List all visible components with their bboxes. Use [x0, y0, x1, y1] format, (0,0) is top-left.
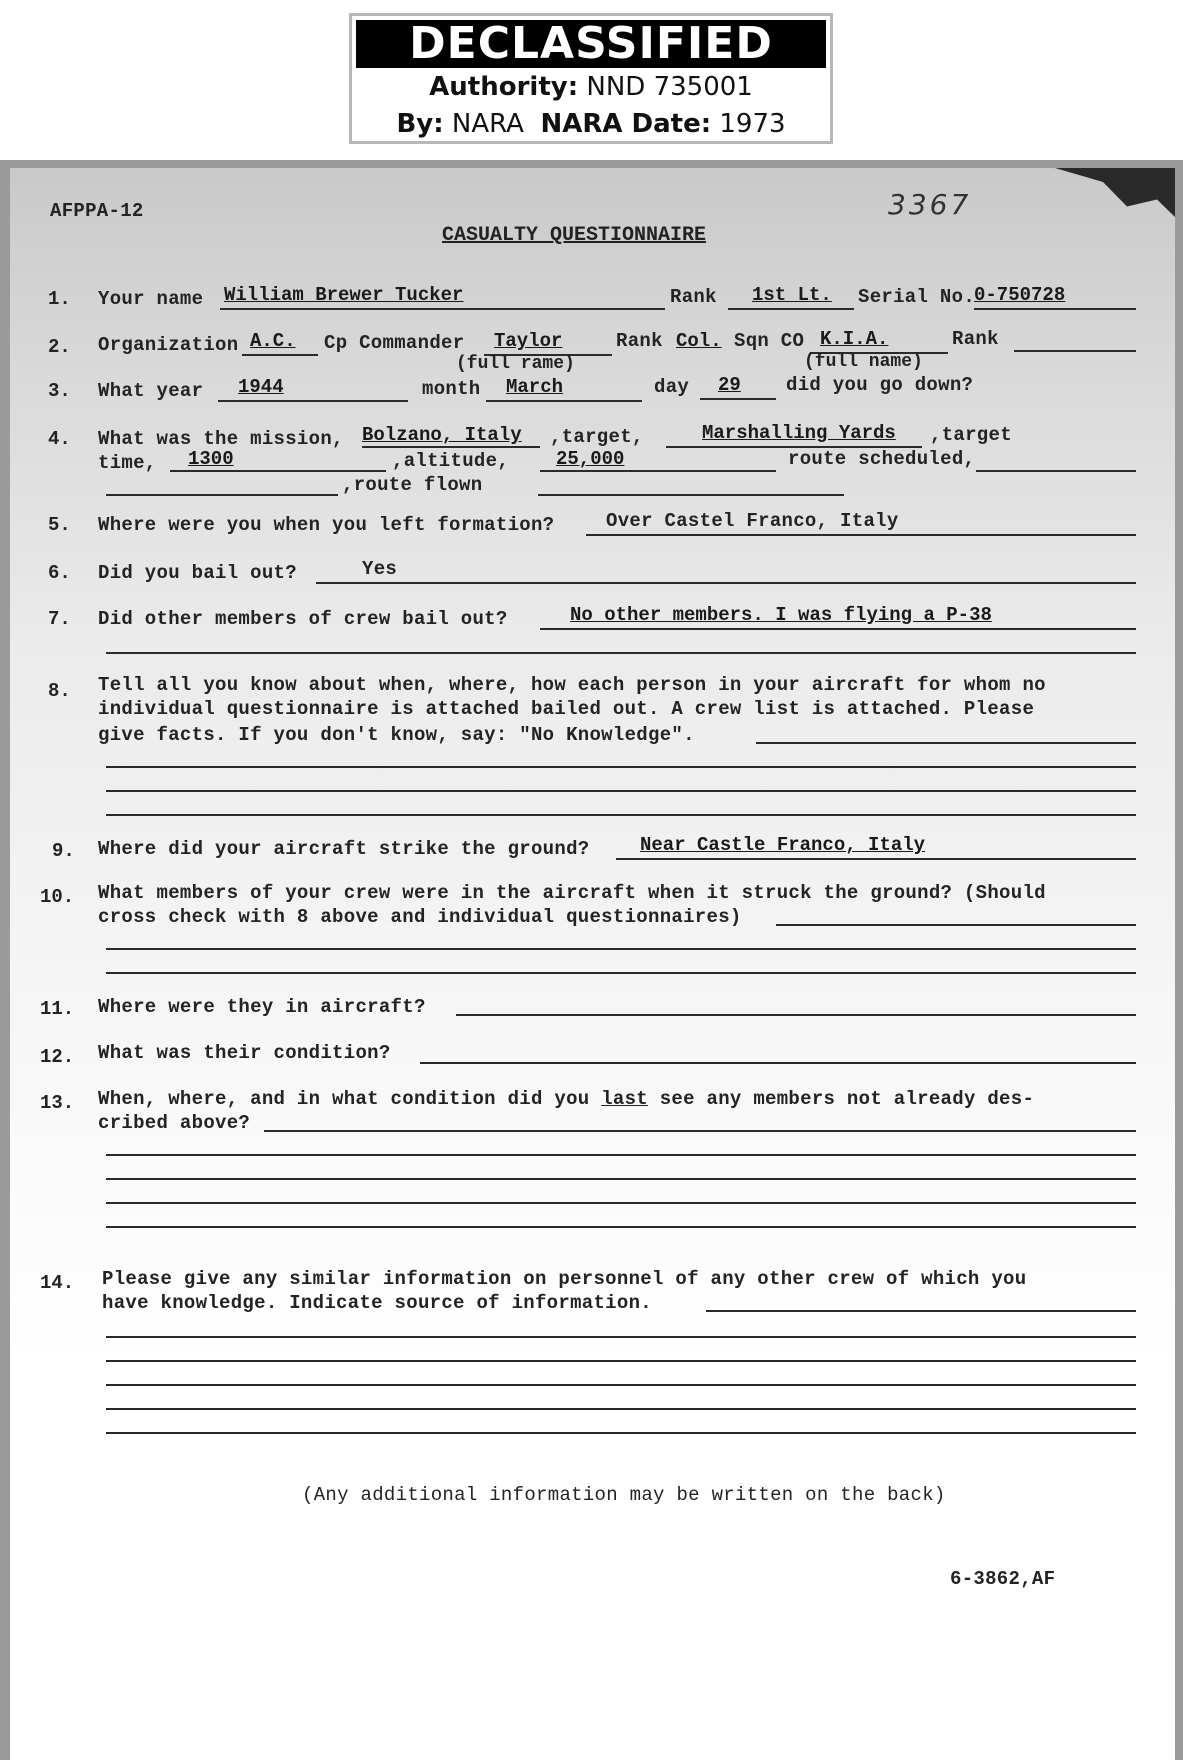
stamp-by-date [352, 109, 830, 139]
q7-line-2 [106, 652, 1136, 654]
q2-org-label: Organization [98, 334, 239, 356]
q8-answer-line-3 [106, 790, 1136, 792]
q3-month-line [486, 400, 642, 402]
q5-value: Over Castel Franco, Italy [606, 510, 899, 532]
q10-answer-line-3 [106, 972, 1136, 974]
q13-answer-line-2 [106, 1154, 1136, 1156]
q9-number: 9. [52, 840, 75, 862]
q6-value: Yes [362, 558, 398, 580]
q3-month-label: month [422, 378, 481, 400]
q2-rank-value: Col. [676, 330, 722, 352]
q2-fullname-hint-2: (full name) [804, 352, 923, 372]
scanned-sheet [0, 160, 1183, 1760]
by-label: By: [396, 109, 444, 139]
q12-label: What was their condition? [98, 1042, 391, 1064]
q6-label: Did you bail out? [98, 562, 297, 584]
q13-line1-start: When, where, and in what condition did you [98, 1088, 590, 1110]
q2-org-line [242, 354, 318, 356]
q11-number: 11. [40, 998, 75, 1020]
q8-line3: give facts. If you don't know, say: "No Knowledge". [98, 724, 695, 746]
q3-day-label: day [654, 376, 690, 398]
q2-org-value: A.C. [250, 330, 296, 352]
q3-year-label: What year [98, 380, 204, 402]
q9-label: Where did your aircraft strike the ground? [98, 838, 590, 860]
q3-year-value: 1944 [238, 376, 284, 398]
form-title: CASUALTY QUESTIONNAIRE [442, 224, 707, 247]
q4-altitude-label: ,altitude, [392, 450, 510, 472]
handwritten-number: 3367 [888, 188, 972, 221]
form-code: AFPPA-12 [50, 200, 144, 222]
q2-fullname-hint-1: (full rame) [456, 354, 575, 374]
q13-answer-line-4 [106, 1202, 1136, 1204]
q14-answer-line-5 [106, 1408, 1136, 1410]
questionnaire-paper [10, 168, 1175, 1760]
authority-value: NND 735001 [586, 72, 753, 102]
q2-commander-label: Cp Commander [324, 332, 465, 354]
q4-route-scheduled-line [976, 470, 1136, 472]
q9-value: Near Castle Franco, Italy [640, 834, 926, 856]
q14-answer-line-4 [106, 1384, 1136, 1386]
date-label: NARA Date: [540, 109, 712, 139]
q2-rank2-line [1014, 350, 1136, 352]
q4-altitude-value: 25,000 [556, 448, 625, 470]
q1-name-value: William Brewer Tucker [224, 284, 464, 306]
q1-name-line [220, 308, 665, 310]
date-value: 1973 [719, 109, 786, 139]
q1-serial-label: Serial No. [858, 286, 976, 308]
by-value: NARA [451, 109, 524, 139]
q10-number: 10. [40, 886, 75, 908]
q7-value: No other members. I was flying a P-38 [570, 604, 992, 626]
q7-number: 7. [48, 608, 71, 630]
q5-label: Where were you when you left formation? [98, 514, 555, 536]
q3-year-line [218, 400, 408, 402]
q4-mission-line [362, 446, 540, 448]
q8-line1: Tell all you know about when, where, how each person in your aircraft for whom no [98, 674, 1046, 696]
q8-number: 8. [48, 680, 71, 702]
q2-rank2-label: Rank [952, 328, 999, 350]
q1-number: 1. [48, 288, 71, 310]
q3-month-value: March [506, 376, 564, 398]
q12-line [420, 1062, 1136, 1064]
q2-sqn-value: K.I.A. [820, 328, 889, 350]
q2-sqn-label: Sqn CO [734, 330, 805, 352]
q10-line2: cross check with 8 above and individual questionnaires) [98, 906, 742, 928]
q14-answer-line-2 [106, 1336, 1136, 1338]
stamp-banner: DECLASSIFIED [356, 20, 826, 68]
q3-end-text: did you go down? [786, 374, 974, 396]
footer-note: (Any additional information may be written on the back) [302, 1484, 946, 1506]
q4-route-flown-label: ,route flown [342, 474, 483, 496]
q10-line1: What members of your crew were in the aircraft when it struck the ground? (Should [98, 882, 1046, 904]
q7-label: Did other members of crew bail out? [98, 608, 508, 630]
q4-time-value: 1300 [188, 448, 234, 470]
declassified-stamp [349, 13, 833, 144]
stamp-authority [352, 72, 830, 102]
q1-serial-line [974, 308, 1136, 310]
q9-line [616, 858, 1136, 860]
q10-answer-line-1 [776, 924, 1136, 926]
q5-line [586, 534, 1136, 536]
q4-target-value: Marshalling Yards [702, 422, 896, 444]
q4-route-scheduled-label: route scheduled, [788, 448, 976, 470]
q4-target-label: ,target, [550, 426, 644, 448]
q1-rank-label: Rank [670, 286, 717, 308]
q6-number: 6. [48, 562, 71, 584]
q3-number: 3. [48, 380, 71, 402]
q1-serial-value: 0-750728 [974, 284, 1066, 306]
q6-line [316, 582, 1136, 584]
authority-label: Authority: [429, 72, 579, 102]
q2-number: 2. [48, 336, 71, 358]
q4-route-scheduled-line-2 [106, 494, 338, 496]
q8-answer-line-4 [106, 814, 1136, 816]
q10-answer-line-2 [106, 948, 1136, 950]
q3-day-value: 29 [718, 374, 741, 396]
q13-line1 [98, 1088, 1034, 1110]
q8-answer-line-1 [756, 742, 1136, 744]
q4-mission-value: Bolzano, Italy [362, 424, 522, 446]
q4-route-flown-line [538, 494, 844, 496]
q2-rank-label: Rank [616, 330, 663, 352]
q11-line [456, 1014, 1136, 1016]
q13-emphasis-last: last [601, 1088, 648, 1110]
q8-line2: individual questionnaire is attached bailed out. A crew list is attached. Please [98, 698, 1035, 720]
q11-label: Where were they in aircraft? [98, 996, 426, 1018]
q4-mission-label: What was the mission, [98, 428, 344, 450]
q1-rank-line [728, 308, 854, 310]
q14-answer-line-1 [706, 1310, 1136, 1312]
q5-number: 5. [48, 514, 71, 536]
q14-answer-line-3 [106, 1360, 1136, 1362]
q4-target-time-label: ,target [930, 424, 1012, 446]
q13-answer-line-3 [106, 1178, 1136, 1180]
q8-answer-line-2 [106, 766, 1136, 768]
q13-answer-line-1 [264, 1130, 1136, 1132]
q3-day-line [700, 398, 776, 400]
q1-rank-value: 1st Lt. [752, 284, 832, 306]
form-number: 6-3862,AF [950, 1568, 1056, 1590]
q4-altitude-line [540, 470, 776, 472]
q13-line2: cribed above? [98, 1112, 251, 1134]
q4-number: 4. [48, 428, 71, 450]
q2-commander-value: Taylor [494, 330, 563, 352]
q14-number: 14. [40, 1272, 75, 1294]
q14-answer-line-6 [106, 1432, 1136, 1434]
q13-answer-line-5 [106, 1226, 1136, 1228]
q4-time-label: time, [98, 452, 157, 474]
q14-line1: Please give any similar information on personnel of any other crew of which you [102, 1268, 1027, 1290]
q7-line [540, 628, 1136, 630]
q14-line2: have knowledge. Indicate source of information. [102, 1292, 652, 1314]
q1-name-label: Your name [98, 288, 204, 310]
torn-corner [1055, 168, 1175, 238]
q4-time-line [170, 470, 386, 472]
q12-number: 12. [40, 1046, 75, 1068]
q13-line1-end: see any members not already des- [659, 1088, 1035, 1110]
q13-number: 13. [40, 1092, 75, 1114]
